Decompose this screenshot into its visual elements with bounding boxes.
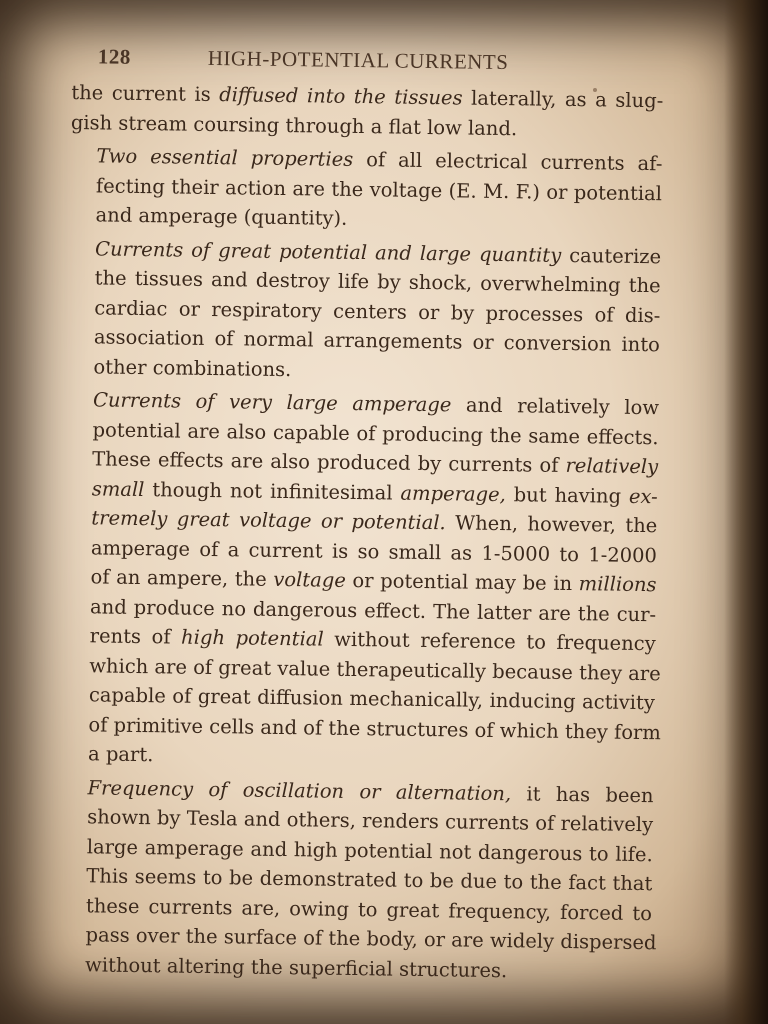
text-run: the tissues and destroy life by shock, overwhelming the	[94, 266, 661, 298]
text-run: shown by Tesla and others, renders currents of relatively	[87, 805, 654, 837]
italic-run: Currents of great potential and large quantity	[94, 236, 562, 267]
text-run: When, however, the	[445, 511, 658, 538]
text-run: capable of great diffusion mechanically, inducing activity	[88, 683, 656, 715]
text-run: a part.	[87, 742, 154, 767]
italic-run: Two essential properties	[96, 144, 354, 171]
text-run: fecting their action are the voltage (E. M. F.) or potential	[95, 173, 663, 205]
text-run: pass over the surface of the body, or are widely dispersed	[85, 923, 657, 955]
text-run: and amperage (quantity).	[95, 203, 348, 230]
italic-run: Currents of very large amperage	[92, 388, 452, 417]
italic-run: tremely great voltage or potential.	[91, 506, 446, 535]
text-run: but having	[505, 482, 630, 508]
text-run: and produce no dangerous effect. The latter are the cur-	[89, 594, 657, 626]
text-run: rents of	[89, 624, 182, 649]
italic-run: small	[91, 476, 145, 501]
italic-run: Frequency of oscillation or alternation,	[87, 775, 512, 805]
body-text	[59, 78, 664, 987]
text-run: it has been	[510, 781, 654, 807]
italic-run: relatively	[565, 453, 659, 479]
italic-run: high potential	[180, 625, 324, 651]
text-run: potential are also capable of producing the same effects.	[92, 417, 659, 449]
text-run: of an ampere, the	[90, 565, 274, 591]
text-run: without reference to frequency	[323, 627, 656, 656]
paragraph	[67, 233, 661, 389]
italic-run: millions	[578, 572, 657, 597]
running-title: HIGH-POTENTIAL CURRENTS	[207, 45, 509, 75]
page-number: 128	[97, 44, 131, 69]
text-run: This seems to be demonstrated to be due to the fact that	[86, 864, 653, 896]
text-run: laterally, as a slug-	[462, 86, 664, 113]
text-run: gish stream coursing through a flat low land.	[70, 110, 518, 140]
paragraph	[71, 78, 664, 145]
paragraph	[69, 141, 662, 238]
text-run: These effects are also produced by currents of	[92, 447, 566, 477]
text-run: the current is	[71, 80, 220, 107]
text-run: other combinations.	[93, 354, 292, 381]
paragraph	[62, 385, 662, 777]
text-run: cardiac or respiratory centers or by processes of dis-	[94, 295, 661, 327]
page-edge-shadow	[724, 0, 768, 1024]
italic-run: voltage	[273, 567, 347, 592]
text-run: though not infinitesimal	[144, 477, 401, 505]
italic-run: ex-	[628, 484, 658, 508]
italic-run: diffused into the tissues	[219, 83, 463, 110]
paragraph	[59, 772, 657, 987]
text-run: which are of great value therapeutically because they are	[89, 653, 661, 685]
text-run: these currents are, owing to great frequency, forced to	[85, 893, 653, 925]
text-run: and relatively low	[451, 393, 660, 420]
text-run: of primitive cells and of the structures of which they form	[88, 712, 662, 744]
text-run: without altering the superficial structures.	[84, 952, 508, 982]
italic-run: amperage,	[400, 481, 506, 506]
text-run: association of normal arrangements or conversion into	[93, 325, 661, 357]
book-page	[59, 44, 664, 987]
text-run: cauterize	[561, 243, 662, 268]
text-run: large amperage and high potential not dangerous to life.	[86, 834, 653, 866]
text-run: amperage of a current is so small as 1-5000 to 1-2000	[90, 535, 658, 567]
text-run: or potential may be in	[345, 568, 579, 596]
text-run: of all electrical currents af-	[353, 147, 663, 176]
